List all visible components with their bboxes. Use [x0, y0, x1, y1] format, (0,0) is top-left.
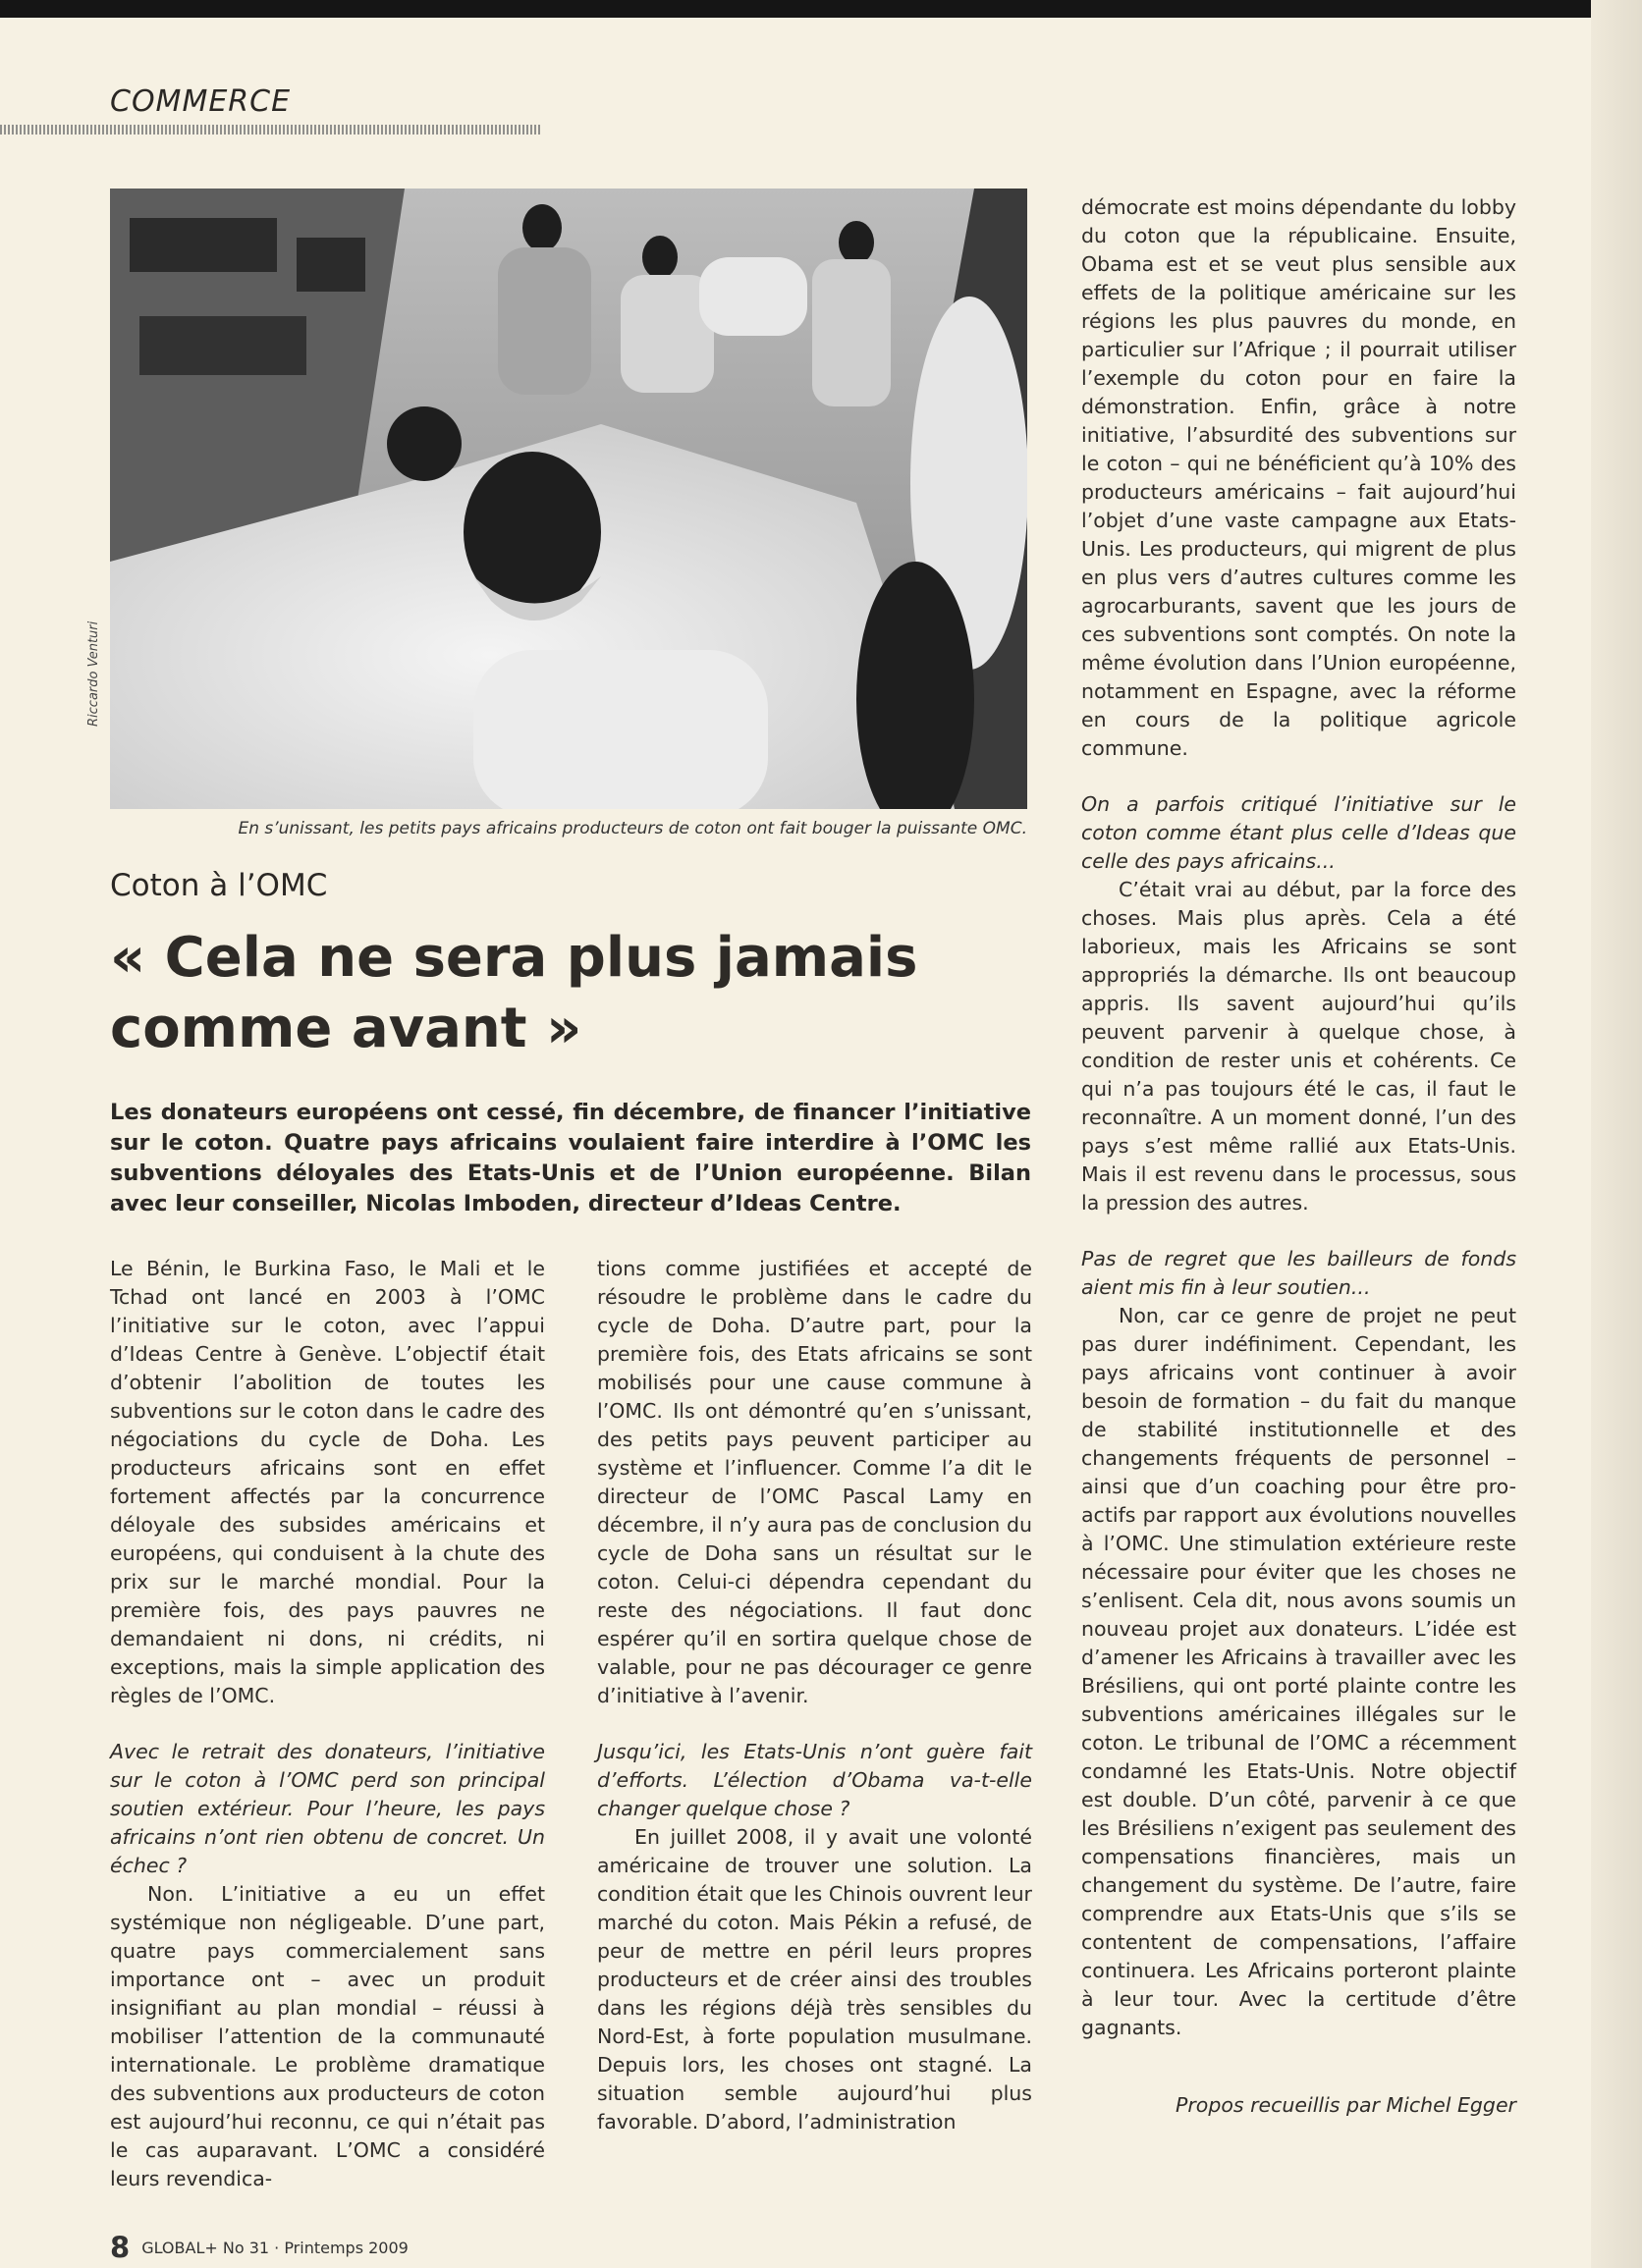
page-footer	[110, 2231, 409, 2264]
author-signature: Propos recueillis par Michel Egger	[1176, 2093, 1516, 2117]
paragraph: Le Bénin, le Burkina Faso, le Mali et le Tchad ont lancé en 2003 à l’OMC l’initiative sur le coton, avec l’appui d’Ideas Centre à Genève. L’objectif était d’obtenir l’abolition de toutes les subventions sur le coton dans le cadre des négociations du cycle de Doha. Les producteurs africains sont en effet fortement affectés par la concurrence déloyale des subsides américains et européens, qui conduisent à la chute des prix sur le marché mondial. Pour la première fois, des pays pauvres ne demandaient ni dons, ni crédits, ni exceptions, mais la simple application des règles de l’OMC.	[110, 1257, 545, 1707]
page-edge-shade	[1591, 0, 1642, 2268]
article-kicker: Coton à l’OMC	[110, 868, 328, 903]
paragraph: démocrate est moins dépendante du lobby du coton que la républicaine. Ensuite, Obama est et se veut plus sensible aux effets de la politique américaine sur les régions les plus pauvres du monde, en particulier sur l’Afrique ; il pourrait utiliser l’exemple du coton pour en faire la démonstration. Enfin, grâce à notre initiative, l’absurdité des subventions sur le coton – qui ne bénéficient qu’à 10% des producteurs américains – fait aujourd’hui l’objet d’une vaste campagne aux Etats-Unis. Les producteurs, qui migrent de plus en plus vers d’autres cultures comme les agrocarburants, savent que les jours de ces subventions sont comptés. On note la même évolution dans l’Union européenne, notamment en Espagne, avec la réforme en cours de la politique agricole commune.	[1081, 195, 1516, 760]
interview-answer: En juillet 2008, il y avait une volonté américaine de trouver une solution. La condition était que les Chinois ouvrent leur marché du coton. Mais Pékin a refusé, de peur de mettre en péril leurs propres producteurs et de créer ainsi des troubles dans les régions déjà très sensibles du Nord-Est, à forte population musulmane. Depuis lors, les choses ont stagné. La situation semble aujourd’hui plus favorable. D’abord, l’administration	[597, 1825, 1032, 2133]
paragraph: tions comme justifiées et accepté de résoudre le problème dans le cadre du cycle de Doha. D’autre part, pour la première fois, des Etats africains se sont mobilisés pour une cause commune à l’OMC. Ils ont démontré qu’en s’unissant, des petits pays peuvent participer au système et l’influencer. Comme l’a dit le directeur de l’OMC Pascal Lamy en décembre, il n’y aura pas de conclusion du cycle de Doha sans un résultat sur le coton. Celui-ci dépendra cependant du reste des négociations. Il faut donc espérer qu’il en sortira quelque chose de valable, pour ne pas décourager ce genre d’initiative à l’avenir.	[597, 1257, 1032, 1707]
photo-caption: En s’unissant, les petits pays africains producteurs de coton ont fait bouger la puissante OMC.	[238, 819, 1027, 838]
section-divider	[0, 125, 540, 135]
text-column-1	[110, 1255, 545, 2193]
interview-question: Jusqu’ici, les Etats-Unis n’ont guère fait d’efforts. L’élection d’Obama va-t-elle changer quelque chose ?	[597, 1740, 1032, 1820]
section-label: COMMERCE	[110, 84, 292, 119]
article-photo	[110, 189, 1027, 809]
photo-credit: Riccardo Venturi	[86, 621, 101, 727]
interview-question: Pas de regret que les bailleurs de fonds aient mis fin à leur soutien...	[1081, 1247, 1516, 1299]
text-column-2	[597, 1255, 1032, 2136]
text-column-3	[1081, 193, 1516, 2120]
interview-question: Avec le retrait des donateurs, l’initiative sur le coton à l’OMC perd son principal soutien extérieur. Pour l’heure, les pays africains n’ont rien obtenu de concret. Un échec ?	[110, 1740, 545, 1877]
cotton-workers-illustration	[110, 189, 1027, 809]
interview-answer: C’était vrai au début, par la force des choses. Mais plus après. Cela a été laborieux, mais les Africains se sont appropriés la démarche. Ils ont beaucoup appris. Ils savent aujourd’hui qu’ils peuvent parvenir à quelque chose, à condition de rester unis et cohérents. Ce qui n’a pas toujours été le cas, il faut le reconnaître. A un moment donné, l’un des pays s’est même rallié aux Etats-Unis. Mais il est revenu dans le processus, sous la pression des autres.	[1081, 878, 1516, 1215]
page-number: 8	[110, 2231, 131, 2264]
issue-info: GLOBAL+ No 31 · Printemps 2009	[141, 2239, 409, 2257]
interview-answer: Non. L’initiative a eu un effet systémique non négligeable. D’une part, quatre pays commercialement sans importance ont – avec un produit insignifiant au plan mondial – réussi à mobiliser l’attention de la communauté internationale. Le problème dramatique des subventions aux producteurs de coton est aujourd’hui reconnu, ce qui n’était pas le cas auparavant. L’OMC a considéré leurs revendica-	[110, 1882, 545, 2190]
interview-question: On a parfois critiqué l’initiative sur le coton comme étant plus celle d’Ideas que celle des pays africains...	[1081, 792, 1516, 873]
interview-answer: Non, car ce genre de projet ne peut pas durer indéfiniment. Cependant, les pays africains vont continuer à avoir besoin de formation – du fait du manque de stabilité institutionnelle et des changements fréquents de personnel – ainsi que d’un coaching pour être pro-actifs par rapport aux évolutions nouvelles à l’OMC. Une stimulation extérieure reste nécessaire pour éviter que les choses ne s’enlisent. Cela dit, nous avons soumis un nouveau projet aux donateurs. L’idée est d’amener les Africains à travailler avec les Brésiliens, qui ont porté plainte contre les subventions américaines illégales sur le coton. Le tribunal de l’OMC a récemment condamné les Etats-Unis. Notre objectif est double. D’un côté, parvenir à ce que les Brésiliens n’exigent pas seulement des compensations financières, mais un changement du système. De l’autre, faire comprendre aux Etats-Unis que s’ils se contentent de compensations, l’affaire continuera. Les Africains porteront plainte à leur tour. Avec la certitude d’être gagnants.	[1081, 1304, 1516, 2039]
scan-top-edge	[0, 0, 1642, 18]
article-title: « Cela ne sera plus jamais comme avant »	[110, 926, 918, 1060]
article-lead: Les donateurs européens ont cessé, fin décembre, de financer l’initiative sur le coton. Quatre pays africains voulaient faire interdire à l’OMC les subventions déloyales des Etats-Unis et de l’Union européenne. Bilan avec leur conseiller, Nicolas Imboden, directeur d’Ideas Centre.	[110, 1100, 1031, 1216]
